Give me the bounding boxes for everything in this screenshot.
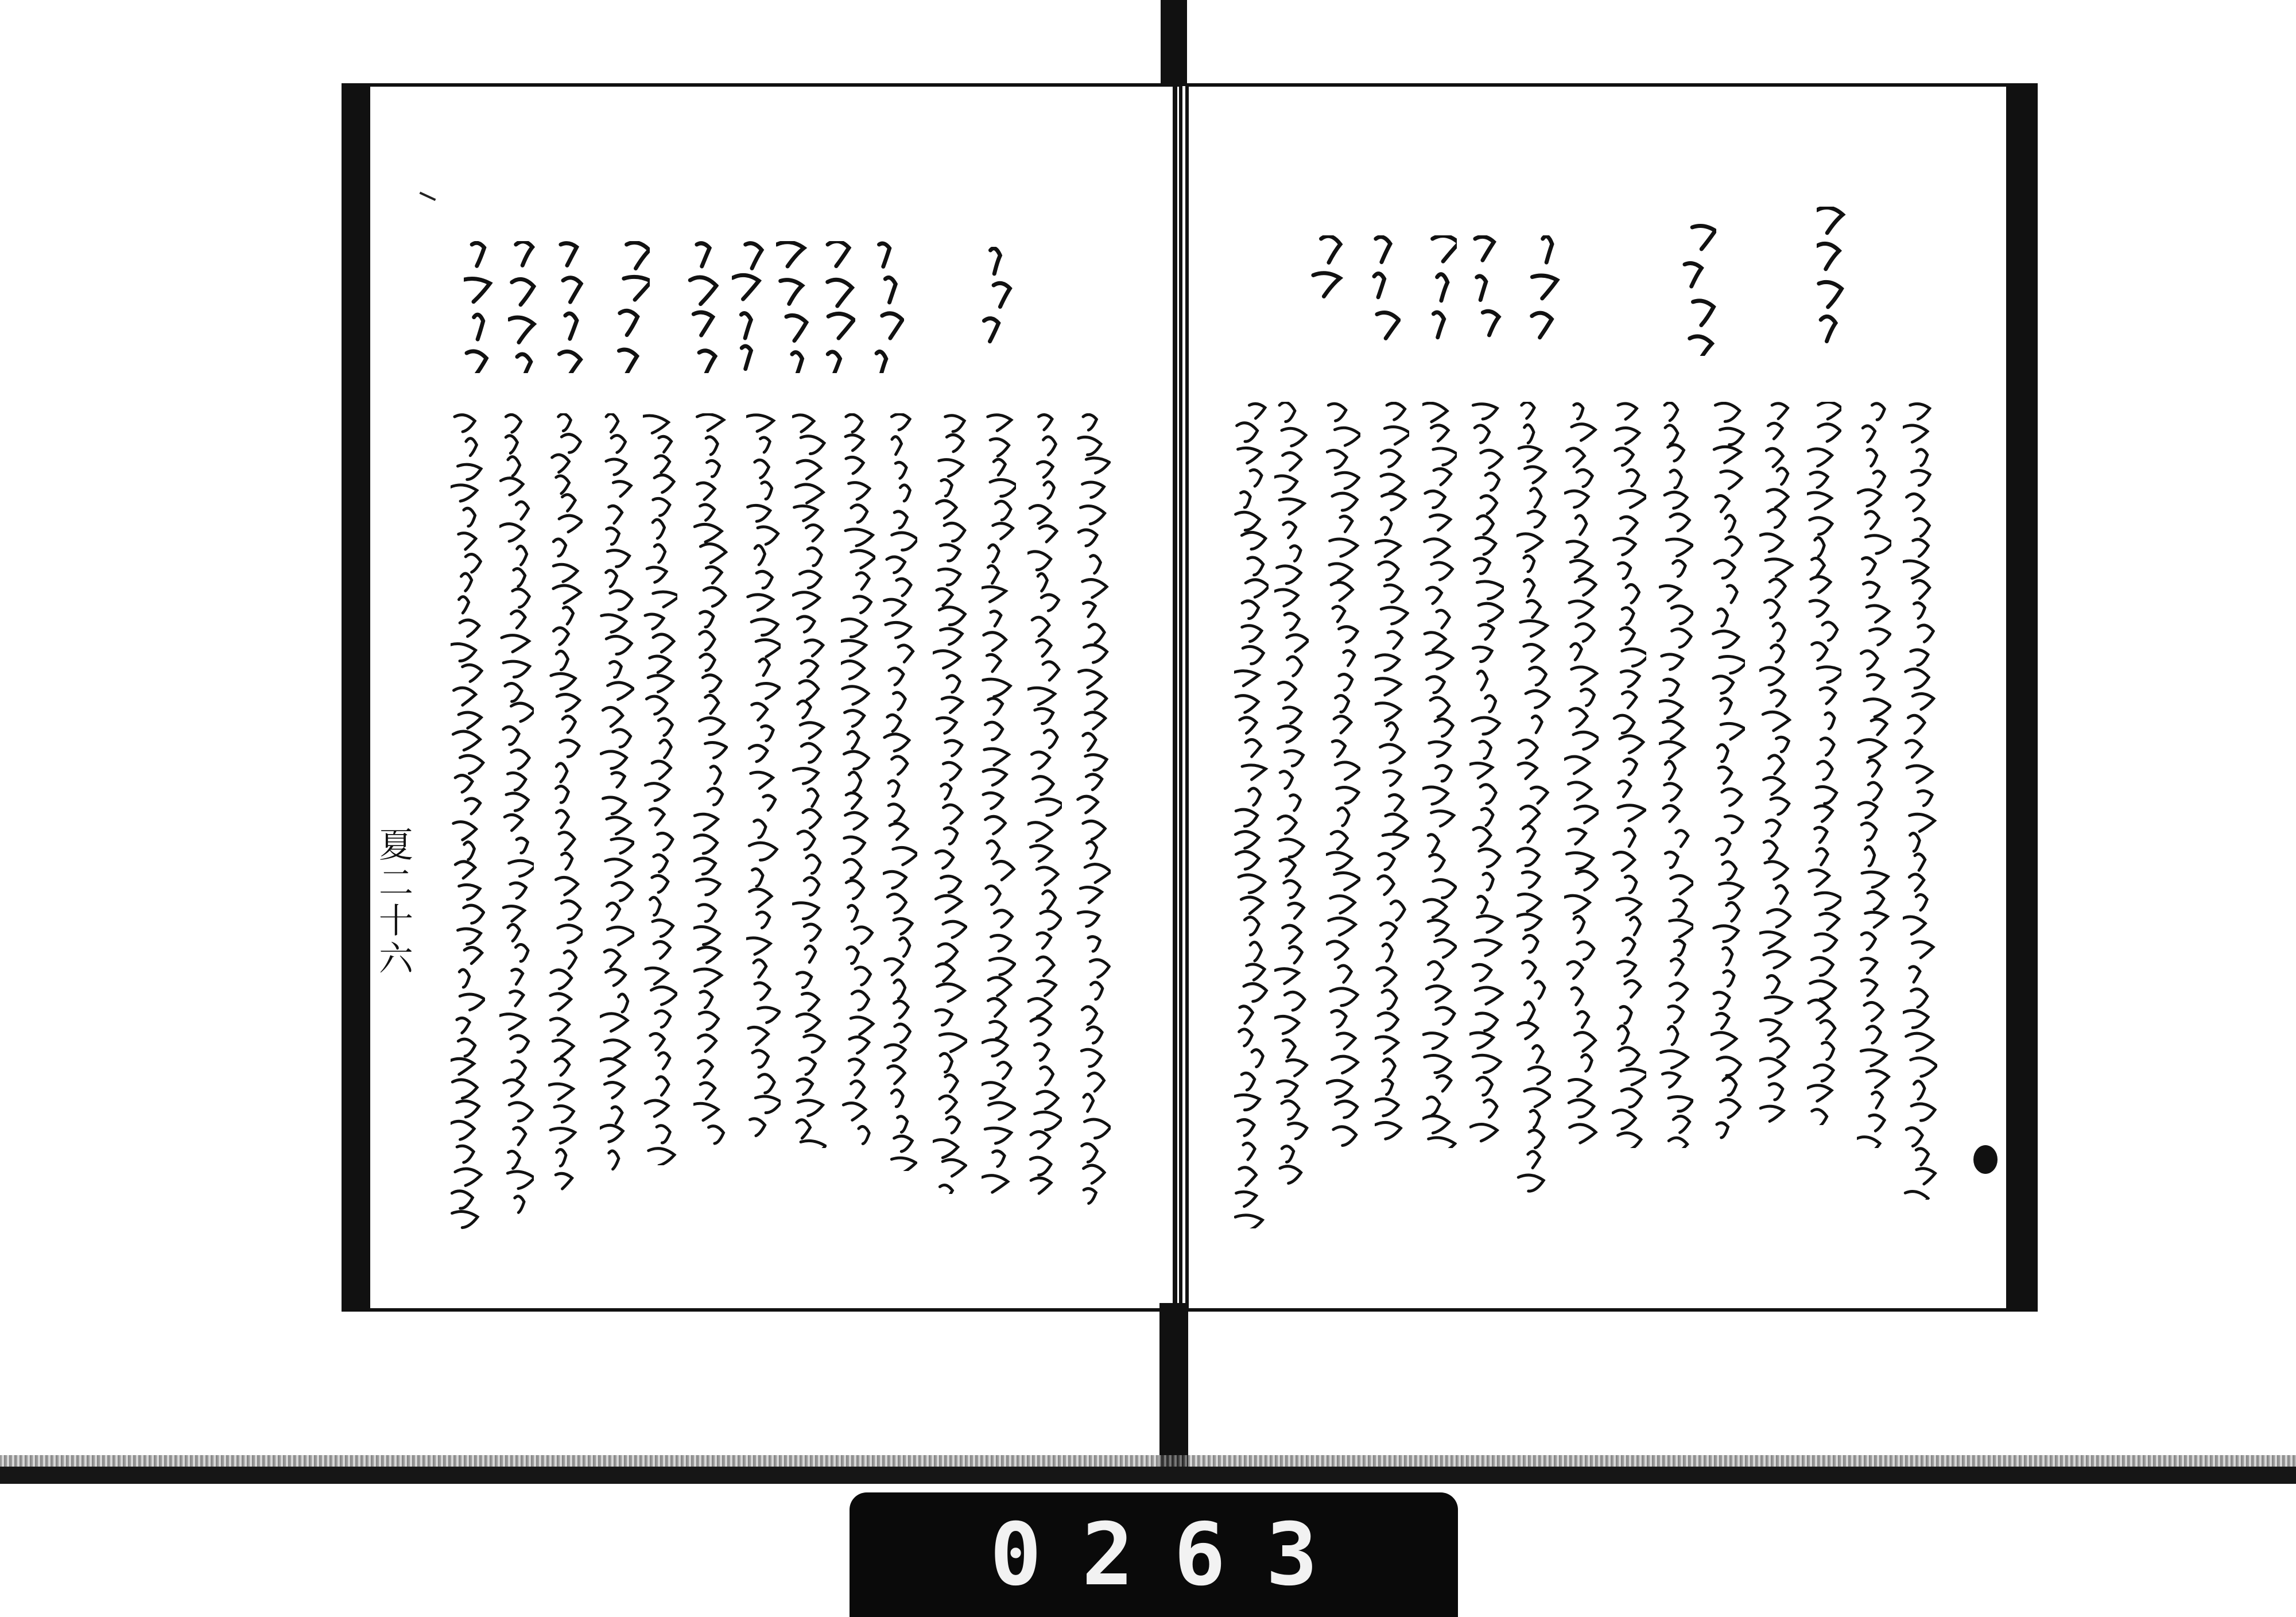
- manuscript-heading-column: [776, 241, 810, 373]
- manuscript-text-column: [841, 413, 875, 1154]
- ink-stroke: [643, 416, 677, 1165]
- scan-id-plate: [850, 1492, 1458, 1617]
- manuscript-text-column: [1759, 402, 1794, 1137]
- ink-stroke: [933, 416, 967, 1194]
- manuscript-text-column: [1076, 413, 1111, 1205]
- ink-stroke: [732, 243, 762, 369]
- folio-number: 夏二十六: [373, 827, 413, 978]
- manuscript-heading-column: [1817, 207, 1851, 350]
- manuscript-text-column: [1027, 413, 1062, 1200]
- ink-stroke: [1274, 402, 1308, 1184]
- manuscript-text-column: [499, 413, 534, 1217]
- ink-stroke: [1564, 404, 1599, 1143]
- ink-stroke: [1469, 404, 1504, 1141]
- ink-stroke: [600, 414, 634, 1169]
- scan-id: 0263: [990, 1504, 1358, 1605]
- manuscript-text-column: [1326, 402, 1360, 1148]
- manuscript-text-column: [1274, 402, 1309, 1194]
- manuscript-text-column: [933, 413, 967, 1194]
- manuscript-text-column: [693, 413, 728, 1148]
- manuscript-text-column: [1903, 402, 1937, 1200]
- manuscript-text-column: [1517, 402, 1551, 1194]
- manuscript-text-column: [1612, 402, 1646, 1148]
- ink-stroke: [509, 242, 534, 373]
- book-bottom-edge: [0, 1467, 2296, 1484]
- gutter-binding-top: [1161, 0, 1187, 86]
- manuscript-text-column: [1857, 402, 1891, 1148]
- manuscript-text-column: [883, 413, 917, 1171]
- manuscript-heading-column: [1422, 235, 1457, 344]
- manuscript-heading-column: [464, 241, 498, 373]
- ink-stroke: [984, 249, 1010, 342]
- manuscript-text-column: [643, 413, 677, 1165]
- manuscript-heading-column: [684, 241, 719, 373]
- ink-stroke: [1374, 237, 1399, 339]
- ink-stroke: [1078, 414, 1111, 1203]
- ink-stroke: [1475, 236, 1499, 335]
- ink-stroke: [746, 415, 781, 1136]
- manuscript-heading-column: [821, 241, 855, 373]
- ink-stroke: [841, 414, 875, 1144]
- manuscript-text-column: [982, 413, 1016, 1194]
- ink-stroke: [793, 415, 825, 1148]
- ink-stroke: [464, 243, 490, 373]
- ink-stroke: [1659, 402, 1693, 1148]
- ink-stroke: [619, 242, 650, 373]
- ink-stroke: [1313, 236, 1340, 296]
- manuscript-text-column: [1375, 402, 1409, 1148]
- ink-stroke: [883, 414, 917, 1171]
- ink-stroke: [982, 415, 1016, 1192]
- ink-stroke: [451, 415, 484, 1228]
- ink-stroke: [1327, 404, 1360, 1145]
- ink-stroke: [1817, 207, 1843, 341]
- manuscript-text-column: [600, 413, 634, 1171]
- manuscript-text-column: [792, 413, 827, 1148]
- manuscript-text-column: [1234, 402, 1269, 1228]
- ink-stroke: [559, 243, 581, 373]
- ink-stroke: [499, 414, 534, 1212]
- manuscript-text-column: [1422, 402, 1457, 1148]
- ink-stroke: [1613, 404, 1646, 1148]
- gutter-binding: [1173, 80, 1177, 1320]
- ink-stroke: [693, 414, 727, 1143]
- manuscript-text-column: [1659, 402, 1693, 1148]
- manuscript-heading-column: [1527, 235, 1561, 344]
- ink-stroke: [1234, 404, 1269, 1228]
- manuscript-heading-column: [508, 241, 542, 373]
- manuscript-text-column: [1807, 402, 1841, 1125]
- manuscript-heading-column: [1682, 224, 1716, 356]
- book-edge-shadow: [0, 1455, 2296, 1468]
- ink-stroke: [1685, 226, 1715, 356]
- ink-stroke: [1903, 404, 1937, 1200]
- gutter-binding-bottom: [1159, 1303, 1188, 1475]
- ink-stroke: [1857, 404, 1891, 1148]
- ink-stroke: [1759, 404, 1792, 1122]
- ink-stroke: [1422, 403, 1457, 1148]
- manuscript-heading-column: [557, 241, 591, 373]
- ink-stroke: [1517, 402, 1551, 1192]
- manuscript-text-column: [1711, 402, 1745, 1148]
- manuscript-heading-column: [870, 241, 904, 373]
- manuscript-text-column: [451, 413, 485, 1234]
- ink-stain: [1973, 1145, 1998, 1174]
- ink-stroke: [1807, 402, 1841, 1125]
- manuscript-text-column: [1564, 402, 1599, 1148]
- manuscript-heading-column: [1468, 235, 1503, 344]
- ink-stroke: [777, 242, 806, 373]
- manuscript-heading-column: [1309, 235, 1343, 316]
- manuscript-heading-column: [732, 241, 766, 373]
- manuscript-heading-column: [979, 247, 1013, 350]
- ink-stroke: [1027, 415, 1062, 1194]
- ink-stroke: [876, 243, 902, 373]
- manuscript-text-column: [746, 413, 781, 1148]
- ink-stroke: [1532, 236, 1557, 338]
- manuscript-text-column: [1469, 402, 1504, 1148]
- ink-stroke: [1375, 403, 1409, 1139]
- ink-stroke: [549, 414, 583, 1189]
- manuscript-heading-column: [615, 241, 650, 373]
- ink-stroke: [1711, 403, 1745, 1137]
- manuscript-text-column: [548, 413, 583, 1200]
- ink-stroke: [1433, 235, 1457, 337]
- ink-stroke: [828, 241, 854, 373]
- manuscript-heading-column: [1366, 235, 1401, 344]
- ink-stroke: [690, 243, 716, 373]
